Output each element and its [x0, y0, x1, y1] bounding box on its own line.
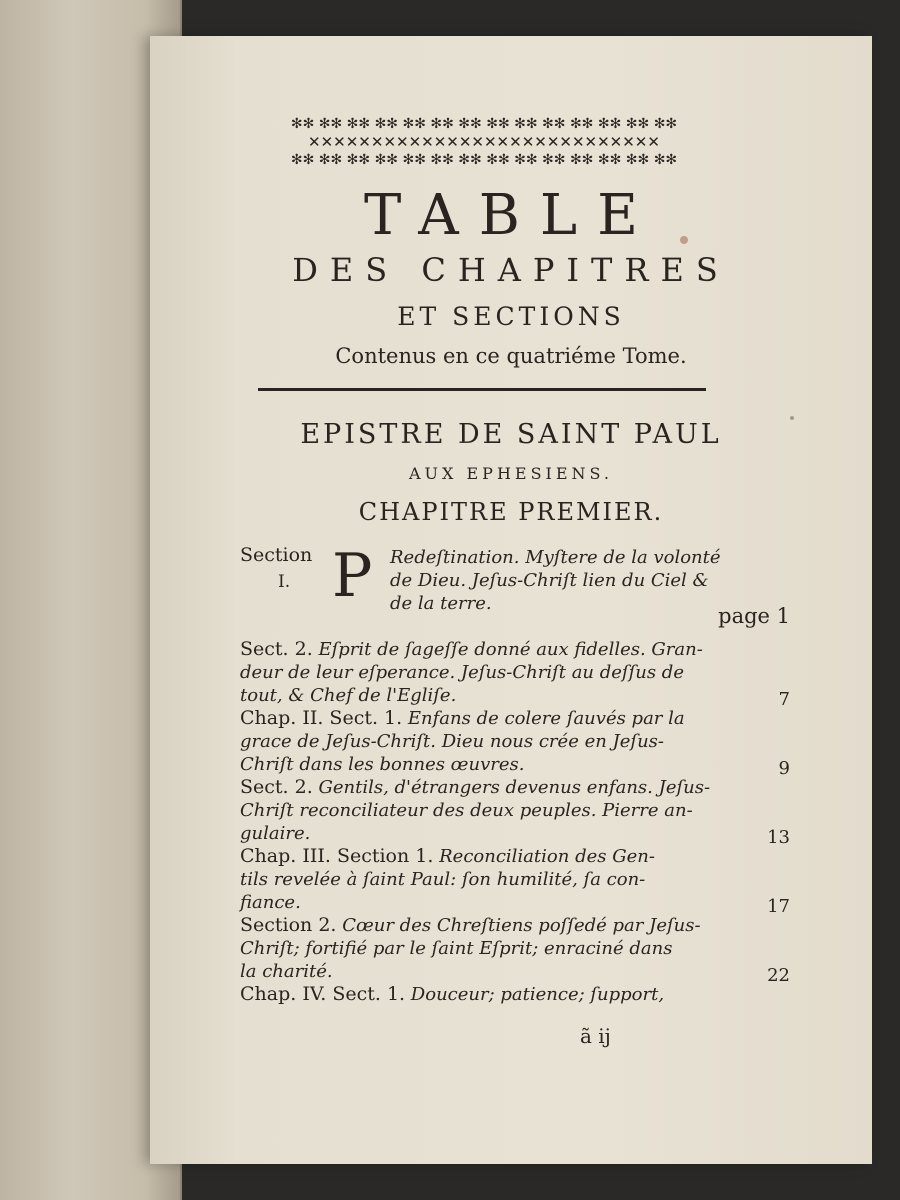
page-number: 22 — [767, 965, 790, 986]
toc-entry-list — [240, 638, 790, 1006]
entry-text: gulaire. — [240, 823, 311, 844]
entry-line — [240, 822, 750, 845]
entry-text: deur de leur eſperance. Jeſus-Chriſt au deſſus de — [240, 662, 684, 683]
page-number: 9 — [778, 758, 790, 779]
entry-text: Enfans de colere ſauvés par la — [402, 708, 685, 729]
chapitre-heading: CHAPITRE PREMIER. — [358, 498, 664, 526]
toc-entry — [240, 914, 790, 986]
entry-line: de Dieu. Jeſus-Chriſt lien du Ciel & — [390, 570, 709, 591]
entry-line — [240, 799, 750, 822]
toc-entry — [240, 776, 790, 848]
page-number: 17 — [767, 896, 790, 917]
subtitle-tome: Contenus en ce quatriéme Tome. — [335, 344, 687, 368]
entry-text: Reconciliation des Gen- — [433, 846, 655, 867]
drop-capital: P — [332, 541, 373, 611]
subtitle-sections: ET SECTIONS — [397, 302, 625, 331]
ornament-band — [258, 116, 710, 168]
epistre-heading: EPISTRE DE SAINT PAUL — [300, 419, 722, 450]
entry-text: fiance. — [240, 892, 301, 913]
entry-line — [240, 937, 750, 960]
page-number: page 1 — [718, 604, 790, 628]
entry-line: Redeſtination. Myſtere de la volonté — [390, 547, 721, 568]
entry-text: Chriſt dans les bonnes œuvres. — [240, 754, 525, 775]
entry-line — [240, 753, 750, 776]
entry-lead: Chap. IV. Sect. 1. — [240, 983, 406, 1005]
entry-text: tils revelée à ſaint Paul: ſon humilité, ſa con- — [240, 869, 646, 890]
entry-line — [240, 776, 750, 799]
entry-line — [240, 960, 750, 983]
entry-line — [240, 730, 750, 753]
ornament-row-bottom: ✻✻ ✻✻ ✻✻ ✻✻ ✻✻ ✻✻ ✻✻ ✻✻ ✻✻ ✻✻ ✻✻ ✻✻ ✻✻ ✻✻ — [290, 152, 678, 168]
entry-text: Chriſt; fortifié par le ſaint Eſprit; enraciné dans — [240, 938, 673, 959]
entry-lead: Chap. III. Section 1. — [240, 845, 434, 867]
ornament-row-middle: ✕✕✕✕✕✕✕✕✕✕✕✕✕✕✕✕✕✕✕✕✕✕✕✕✕✕✕✕ — [308, 133, 660, 151]
entry-line — [240, 891, 750, 914]
entry-line — [240, 661, 750, 684]
first-entry-text — [390, 546, 721, 615]
entry-line — [240, 914, 750, 937]
entry-lead: Chap. II. Sect. 1. — [240, 707, 403, 729]
entry-text: la charité. — [240, 961, 333, 982]
toc-entries — [240, 541, 790, 1006]
entry-lead: Sect. 2. — [240, 638, 313, 660]
entry-line — [240, 684, 750, 707]
entry-text: Cœur des Chreſtiens poſſedé par Jeſus- — [336, 915, 701, 936]
toc-entry — [240, 707, 790, 779]
entry-line — [240, 638, 750, 661]
entry-line — [240, 983, 750, 1006]
entry-text: Chriſt reconciliateur des deux peuples. Pierre an- — [240, 800, 693, 821]
divider-rule — [258, 388, 706, 391]
foxing-spot — [680, 236, 688, 244]
entry-text: Eſprit de ſageſſe donné aux fidelles. Gran- — [312, 639, 703, 660]
subtitle-chapitres: DES CHAPITRES — [292, 251, 730, 289]
aux-heading: AUX EPHESIENS. — [408, 464, 614, 483]
book-page — [150, 36, 872, 1164]
entry-line — [240, 707, 750, 730]
section-label: Section — [240, 544, 313, 566]
entry-lead: Sect. 2. — [240, 776, 313, 798]
page-title: TABLE — [364, 183, 658, 248]
entry-line — [240, 845, 750, 868]
page-number: 7 — [778, 689, 790, 710]
entry-line — [240, 868, 750, 891]
entry-text: Douceur; patience; ſupport, — [405, 984, 665, 1005]
entry-text: grace de Jeſus-Chriſt. Dieu nous crée en Jeſus- — [240, 731, 664, 752]
section-number: I. — [278, 572, 291, 592]
foxing-spot — [790, 416, 794, 420]
entry-text: Gentils, d'étrangers devenus enfans. Jeſus- — [312, 777, 711, 798]
toc-entry — [240, 638, 790, 710]
toc-entry — [240, 845, 790, 917]
toc-entry — [240, 983, 750, 1006]
entry-text: tout, & Chef de l'Egliſe. — [240, 685, 457, 706]
entry-line: de la terre. — [390, 593, 492, 614]
entry-lead: Section 2. — [240, 914, 337, 936]
toc-entry-first — [240, 541, 790, 638]
signature-mark: ã ij — [580, 1024, 611, 1048]
page-number: 13 — [767, 827, 790, 848]
ornament-row-top: ✻✻ ✻✻ ✻✻ ✻✻ ✻✻ ✻✻ ✻✻ ✻✻ ✻✻ ✻✻ ✻✻ ✻✻ ✻✻ ✻✻ — [290, 116, 678, 132]
